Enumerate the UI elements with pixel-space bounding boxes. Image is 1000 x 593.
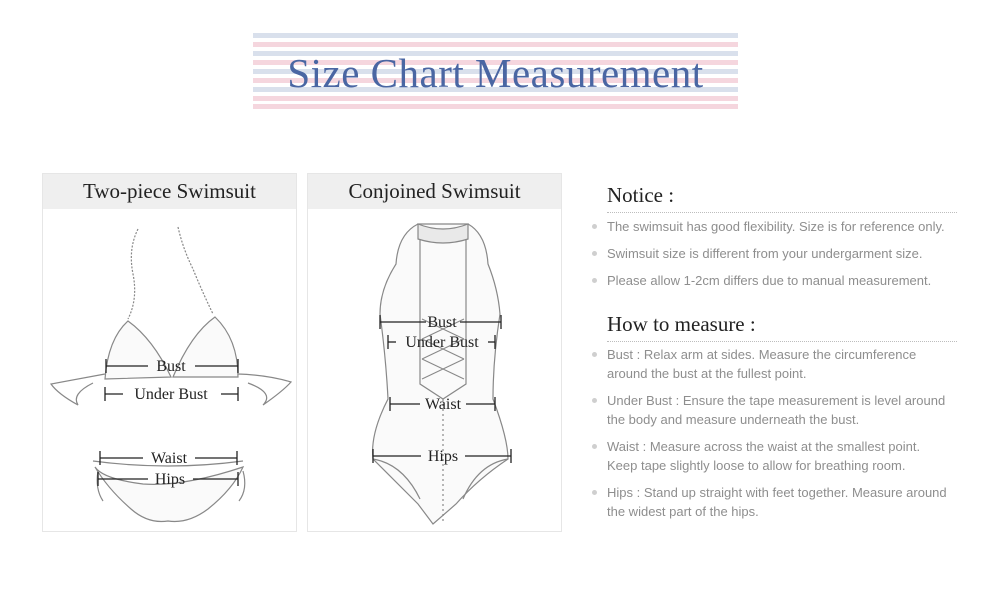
how-to-item: Hips : Stand up straight with feet together. Measure around the widest part of the hips. [607, 483, 977, 521]
conjoined-card [307, 173, 562, 532]
notice-item: The swimsuit has good flexibility. Size is for reference only. [607, 217, 977, 236]
how-to-item: Waist : Measure across the waist at the smallest point. Keep tape slightly loose to allow for breathing room. [607, 437, 977, 475]
how-to-item: Bust : Relax arm at sides. Measure the circumference around the bust at the fullest point. [607, 345, 977, 383]
two-piece-hips-label: Hips [154, 471, 186, 488]
notice-title: Notice : [607, 183, 675, 207]
two-piece-waist-label: Waist [150, 450, 188, 467]
title-banner [253, 33, 738, 109]
notice-item: Please allow 1-2cm differs due to manual measurement. [607, 271, 977, 290]
conjoined-bust-label: Bust [427, 314, 457, 331]
two-piece-card [42, 173, 297, 532]
conjoined-waist-label: Waist [424, 396, 462, 413]
how-to-item: Under Bust : Ensure the tape measurement is level around the body and measure underneath the bust. [607, 391, 977, 429]
notice-item: Swimsuit size is different from your undergarment size. [607, 244, 977, 263]
page-title: Size Chart Measurement [287, 50, 704, 96]
conjoined-heading: Conjoined Swimsuit [308, 174, 561, 209]
notice-divider [607, 212, 957, 213]
one-piece-illustration [308, 209, 561, 531]
how-to-title: How to measure : [607, 312, 756, 336]
conjoined-under-bust-label: Under Bust [405, 334, 479, 351]
two-piece-under-bust-label: Under Bust [134, 386, 208, 403]
how-to-divider [607, 341, 957, 342]
two-piece-heading: Two-piece Swimsuit [43, 174, 296, 209]
conjoined-hips-label: Hips [427, 448, 459, 465]
bikini-illustration [43, 209, 296, 531]
two-piece-bust-label: Bust [156, 358, 186, 375]
